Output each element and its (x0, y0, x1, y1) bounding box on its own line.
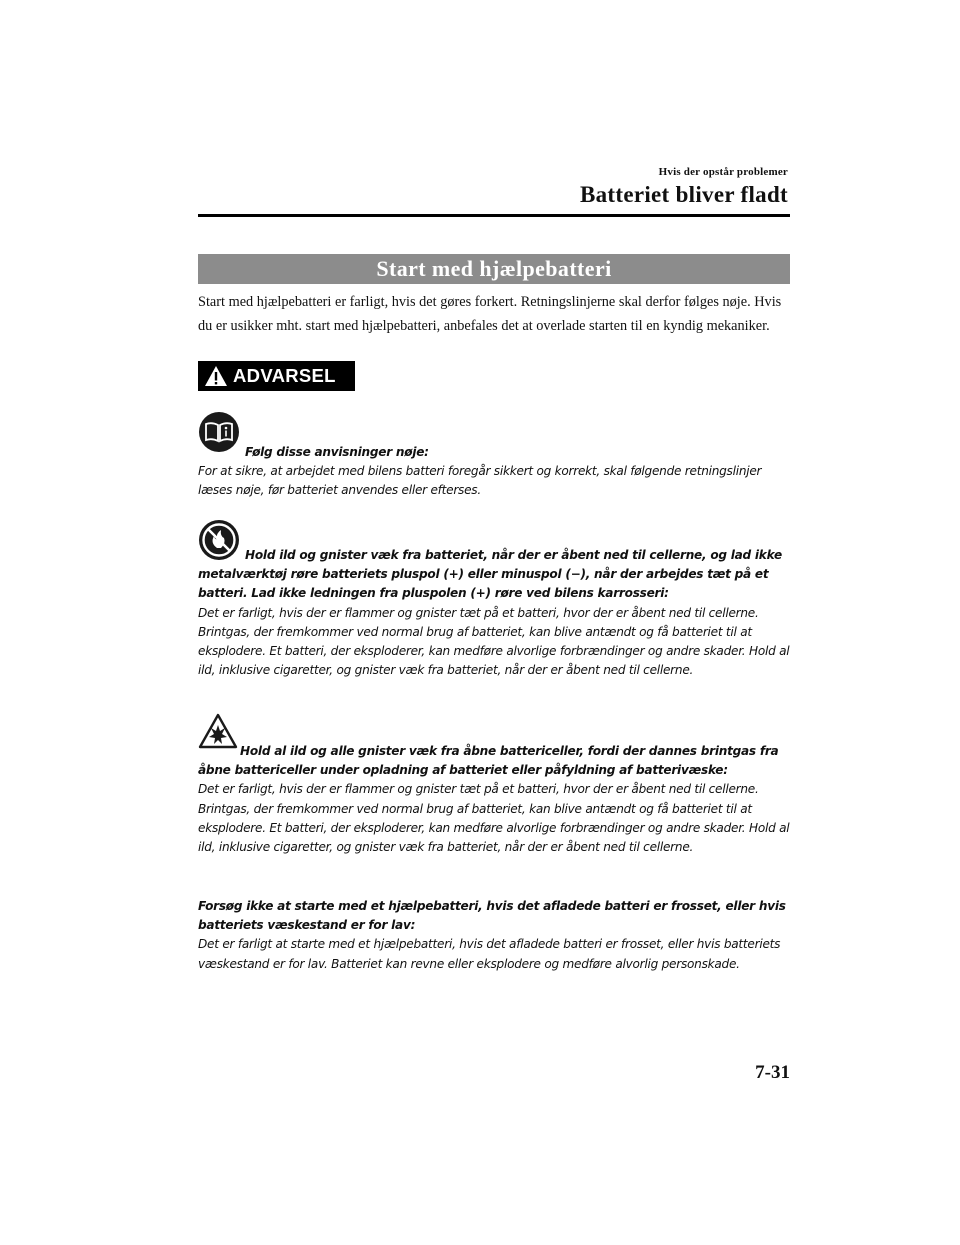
warning-body: Det er farligt, hvis der er flammer og gnister tæt på et batteri, hvor der er åbent ned til cellerne. Brintgas, der fremkommer ved normal brug af batteriet, kan blive antændt og få batteriet til at eksplodere. Et batteri, der eksploderer, kan medføre alvorlige forbrændinger og andre skader. Hold al ild, inklusive cigaretter, og gnister væk fra batteriet, når der er åbent ned til cellerne. (198, 605, 790, 678)
warning-badge (198, 361, 355, 391)
warning-triangle-icon (204, 365, 228, 387)
warning-body: Det er farligt, hvis der er flammer og gnister tæt på et batteri, hvor der er åbent ned til cellerne. Brintgas, der fremkommer ved normal brug af batteriet, kan blive antændt og få batteriet til at eksplodere. Et batteri, der eksploderer, kan medføre alvorlige forbrændinger og andre skader. Hold al ild, inklusive cigaretter, og gnister væk fra batteriet, når der er åbent ned til cellerne. (198, 782, 790, 855)
warning-body: Det er farligt at starte med et hjælpebatteri, hvis det afladede batteri er frosset, eller hvis batteriets væskestand er for lav. Batteriet kan revne eller eksplodere og medføre alvorlig personskade. (198, 937, 781, 971)
chapter-title: Batteriet bliver fladt (579, 182, 788, 207)
intro-paragraph: Start med hjælpebatteri er farligt, hvis det gøres forkert. Retningslinjerne skal derfor følges nøje. Hvis du er usikker mht. start med hjælpebatteri, anbefales det at overlade starten til en kyndig mekaniker. (198, 294, 782, 334)
section-title: Start med hjælpebatteri (198, 254, 790, 284)
page-number: 7-31 (755, 1062, 790, 1083)
warning-read-manual (198, 443, 798, 501)
warning-heading: Forsøg ikke at starte med et hjælpebatteri, hvis det afladede batteri er frosset, eller hvis batteriets væskestand er for lav: (198, 899, 786, 933)
warning-heading: Hold al ild og alle gnister væk fra åbne battericeller, fordi der dannes brintgas fra åbne battericeller under opladning af batteriet eller påfyldning af batterivæske: (198, 744, 779, 778)
warning-body: For at sikre, at arbejdet med bilens batteri foregår sikkert og korrekt, skal følgende retningslinjer læses nøje, før batteriet anvendes eller efterses. (198, 464, 762, 498)
warning-explosion (198, 742, 798, 857)
warning-heading: Følg disse anvisninger nøje: (245, 445, 429, 459)
warning-heading: Hold ild og gnister væk fra batteriet, når der er åbent ned til cellerne, og lad ikke metalværktøj røre batteriets pluspol (+) eller minuspol (−), når der arbejdes tæt på et batteri. Lad ikke ledningen fra pluspolen (+) røre ved bilens karrosseri: (198, 548, 782, 601)
header-rule (198, 214, 790, 217)
warning-frozen-battery (198, 897, 798, 974)
warning-label: ADVARSEL (233, 365, 336, 386)
section-label: Hvis der opstår problemer (658, 166, 788, 178)
warning-no-fire (198, 546, 798, 680)
